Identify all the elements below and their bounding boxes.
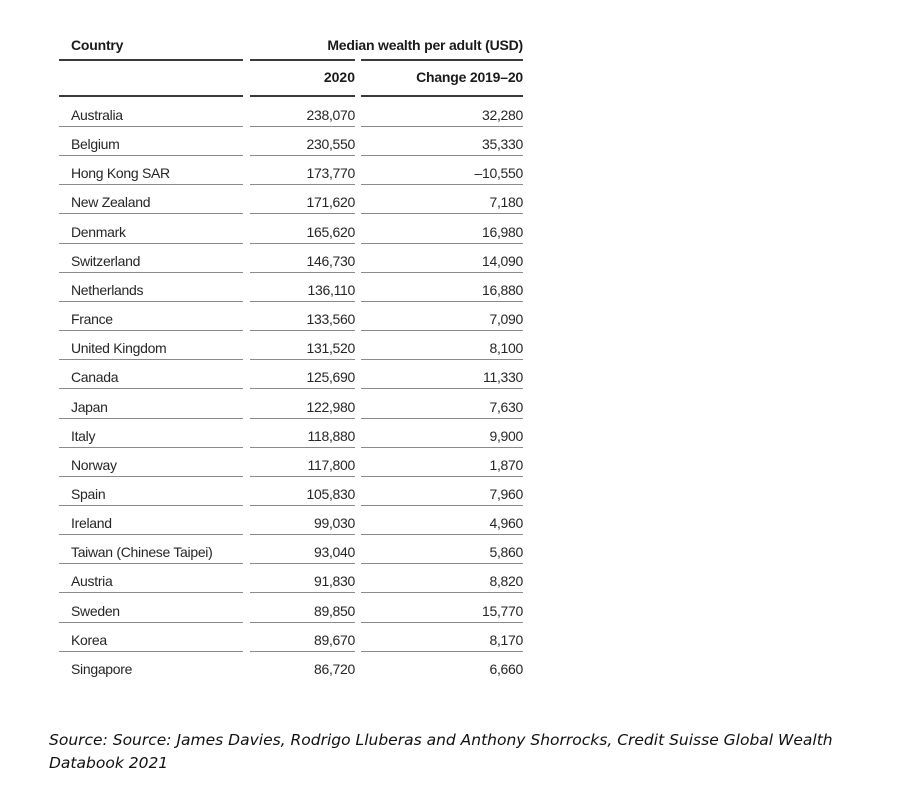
row-divider: [59, 592, 243, 593]
row-divider: [250, 155, 355, 156]
cell-country: Denmark: [71, 223, 126, 240]
cell-country: Singapore: [71, 660, 133, 677]
row-divider: [361, 272, 523, 273]
row-divider: [59, 330, 243, 331]
cell-change-2019-20: –10,550: [474, 165, 523, 182]
cell-median-2020: 86,720: [313, 660, 355, 677]
cell-median-2020: 230,550: [306, 136, 355, 153]
cell-country: Korea: [71, 631, 107, 648]
cell-change-2019-20: 8,820: [489, 573, 523, 590]
row-divider: [361, 330, 523, 331]
cell-change-2019-20: 7,630: [489, 398, 523, 415]
cell-country: Ireland: [71, 515, 112, 532]
cell-change-2019-20: 5,860: [489, 544, 523, 561]
table-row: [0, 99, 902, 128]
row-divider: [361, 126, 523, 127]
cell-country: Hong Kong SAR: [71, 165, 170, 182]
cell-country: Belgium: [71, 136, 120, 153]
row-divider: [59, 126, 243, 127]
row-divider: [59, 534, 243, 535]
header-rule-2020: [250, 59, 355, 61]
row-divider: [59, 447, 243, 448]
table-row: [0, 536, 902, 565]
cell-median-2020: 89,850: [313, 602, 355, 619]
row-divider: [361, 534, 523, 535]
cell-country: Norway: [71, 456, 117, 473]
header-median-wealth: Median wealth per adult (USD): [327, 37, 523, 53]
row-divider: [250, 213, 355, 214]
cell-country: Australia: [71, 107, 123, 123]
table-row: [0, 128, 902, 157]
row-divider: [250, 388, 355, 389]
table-row: [0, 624, 902, 653]
cell-change-2019-20: 35,330: [481, 136, 523, 153]
cell-median-2020: 125,690: [306, 369, 355, 386]
row-divider: [59, 563, 243, 564]
row-divider: [250, 563, 355, 564]
table-row: [0, 303, 902, 332]
cell-median-2020: 131,520: [306, 340, 355, 357]
row-divider: [361, 563, 523, 564]
cell-country: United Kingdom: [71, 340, 167, 357]
cell-country: Canada: [71, 369, 119, 386]
row-divider: [361, 213, 523, 214]
cell-change-2019-20: 7,090: [489, 311, 523, 328]
table-row: [0, 157, 902, 186]
row-divider: [250, 359, 355, 360]
row-divider: [59, 243, 243, 244]
cell-country: France: [71, 311, 113, 328]
cell-country: Italy: [71, 427, 96, 444]
cell-median-2020: 146,730: [306, 252, 355, 269]
cell-country: Austria: [71, 573, 113, 590]
header-rule-country: [59, 59, 243, 61]
cell-country: Netherlands: [71, 281, 144, 298]
table-row: [0, 653, 902, 682]
row-divider: [250, 418, 355, 419]
table-row: [0, 420, 902, 449]
cell-change-2019-20: 9,900: [489, 427, 523, 444]
row-divider: [59, 155, 243, 156]
row-divider: [361, 447, 523, 448]
cell-change-2019-20: 6,660: [489, 660, 523, 677]
cell-median-2020: 105,830: [306, 485, 355, 502]
cell-median-2020: 133,560: [306, 311, 355, 328]
table-row: [0, 595, 902, 624]
cell-median-2020: 171,620: [306, 194, 355, 211]
row-divider: [361, 155, 523, 156]
row-divider: [59, 359, 243, 360]
cell-change-2019-20: 32,280: [481, 107, 523, 123]
cell-change-2019-20: 16,980: [481, 223, 523, 240]
table-row: [0, 449, 902, 478]
row-divider: [361, 359, 523, 360]
cell-country: Japan: [71, 398, 108, 415]
cell-change-2019-20: 14,090: [481, 252, 523, 269]
cell-change-2019-20: 7,960: [489, 485, 523, 502]
cell-median-2020: 93,040: [313, 544, 355, 561]
cell-median-2020: 117,800: [307, 456, 355, 473]
cell-median-2020: 91,830: [313, 573, 355, 590]
table-row: [0, 478, 902, 507]
header-rule-change: [361, 59, 523, 61]
row-divider: [250, 505, 355, 506]
row-divider: [250, 301, 355, 302]
row-divider: [250, 534, 355, 535]
row-divider: [59, 272, 243, 273]
cell-country: Taiwan (Chinese Taipei): [71, 544, 213, 561]
row-divider: [361, 505, 523, 506]
row-divider: [250, 622, 355, 623]
row-divider: [59, 622, 243, 623]
row-divider: [361, 418, 523, 419]
row-divider: [250, 476, 355, 477]
table-row: [0, 507, 902, 536]
cell-median-2020: 165,620: [306, 223, 355, 240]
source-note: Source: Source: James Davies, Rodrigo Lluberas and Anthony Shorrocks, Credit Suisse Global Wealth Databook 2021: [49, 731, 833, 772]
cell-median-2020: 99,030: [313, 515, 355, 532]
subheader-rule-2020: [250, 95, 355, 97]
table-row: [0, 274, 902, 303]
row-divider: [250, 330, 355, 331]
cell-change-2019-20: 1,870: [489, 456, 523, 473]
row-divider: [361, 651, 523, 652]
table-row: [0, 186, 902, 215]
cell-change-2019-20: 8,170: [489, 631, 523, 648]
cell-country: Sweden: [71, 602, 120, 619]
row-divider: [59, 476, 243, 477]
subheader-rule-change: [361, 95, 523, 97]
row-divider: [250, 126, 355, 127]
row-divider: [250, 447, 355, 448]
row-divider: [250, 651, 355, 652]
row-divider: [59, 505, 243, 506]
row-divider: [59, 651, 243, 652]
row-divider: [59, 213, 243, 214]
cell-country: New Zealand: [71, 194, 151, 211]
table-row: [0, 391, 902, 420]
cell-median-2020: 118,880: [307, 427, 355, 444]
header-year-2020: 2020: [323, 69, 355, 85]
cell-change-2019-20: 16,880: [481, 281, 523, 298]
table-row: [0, 245, 902, 274]
row-divider: [361, 301, 523, 302]
cell-median-2020: 89,670: [313, 631, 355, 648]
subheader-rule-country: [59, 95, 243, 97]
cell-change-2019-20: 11,330: [483, 369, 523, 386]
cell-median-2020: 136,110: [307, 281, 355, 298]
cell-change-2019-20: 7,180: [489, 194, 523, 211]
table-row: [0, 361, 902, 390]
row-divider: [250, 184, 355, 185]
header-country: Country: [71, 37, 124, 53]
row-divider: [361, 476, 523, 477]
cell-median-2020: 173,770: [306, 165, 355, 182]
cell-country: Switzerland: [71, 252, 141, 269]
row-divider: [361, 388, 523, 389]
row-divider: [361, 622, 523, 623]
row-divider: [361, 184, 523, 185]
cell-median-2020: 122,980: [306, 398, 355, 415]
row-divider: [59, 184, 243, 185]
row-divider: [59, 388, 243, 389]
table-row: [0, 565, 902, 594]
row-divider: [361, 592, 523, 593]
row-divider: [250, 272, 355, 273]
cell-median-2020: 238,070: [306, 107, 355, 123]
header-change: Change 2019–20: [416, 69, 523, 85]
row-divider: [361, 243, 523, 244]
table-row: [0, 216, 902, 245]
cell-change-2019-20: 4,960: [489, 515, 523, 532]
row-divider: [59, 301, 243, 302]
cell-change-2019-20: 15,770: [481, 602, 523, 619]
table-row: [0, 332, 902, 361]
cell-country: Spain: [71, 485, 106, 502]
row-divider: [59, 418, 243, 419]
cell-change-2019-20: 8,100: [489, 340, 523, 357]
row-divider: [250, 592, 355, 593]
row-divider: [250, 243, 355, 244]
